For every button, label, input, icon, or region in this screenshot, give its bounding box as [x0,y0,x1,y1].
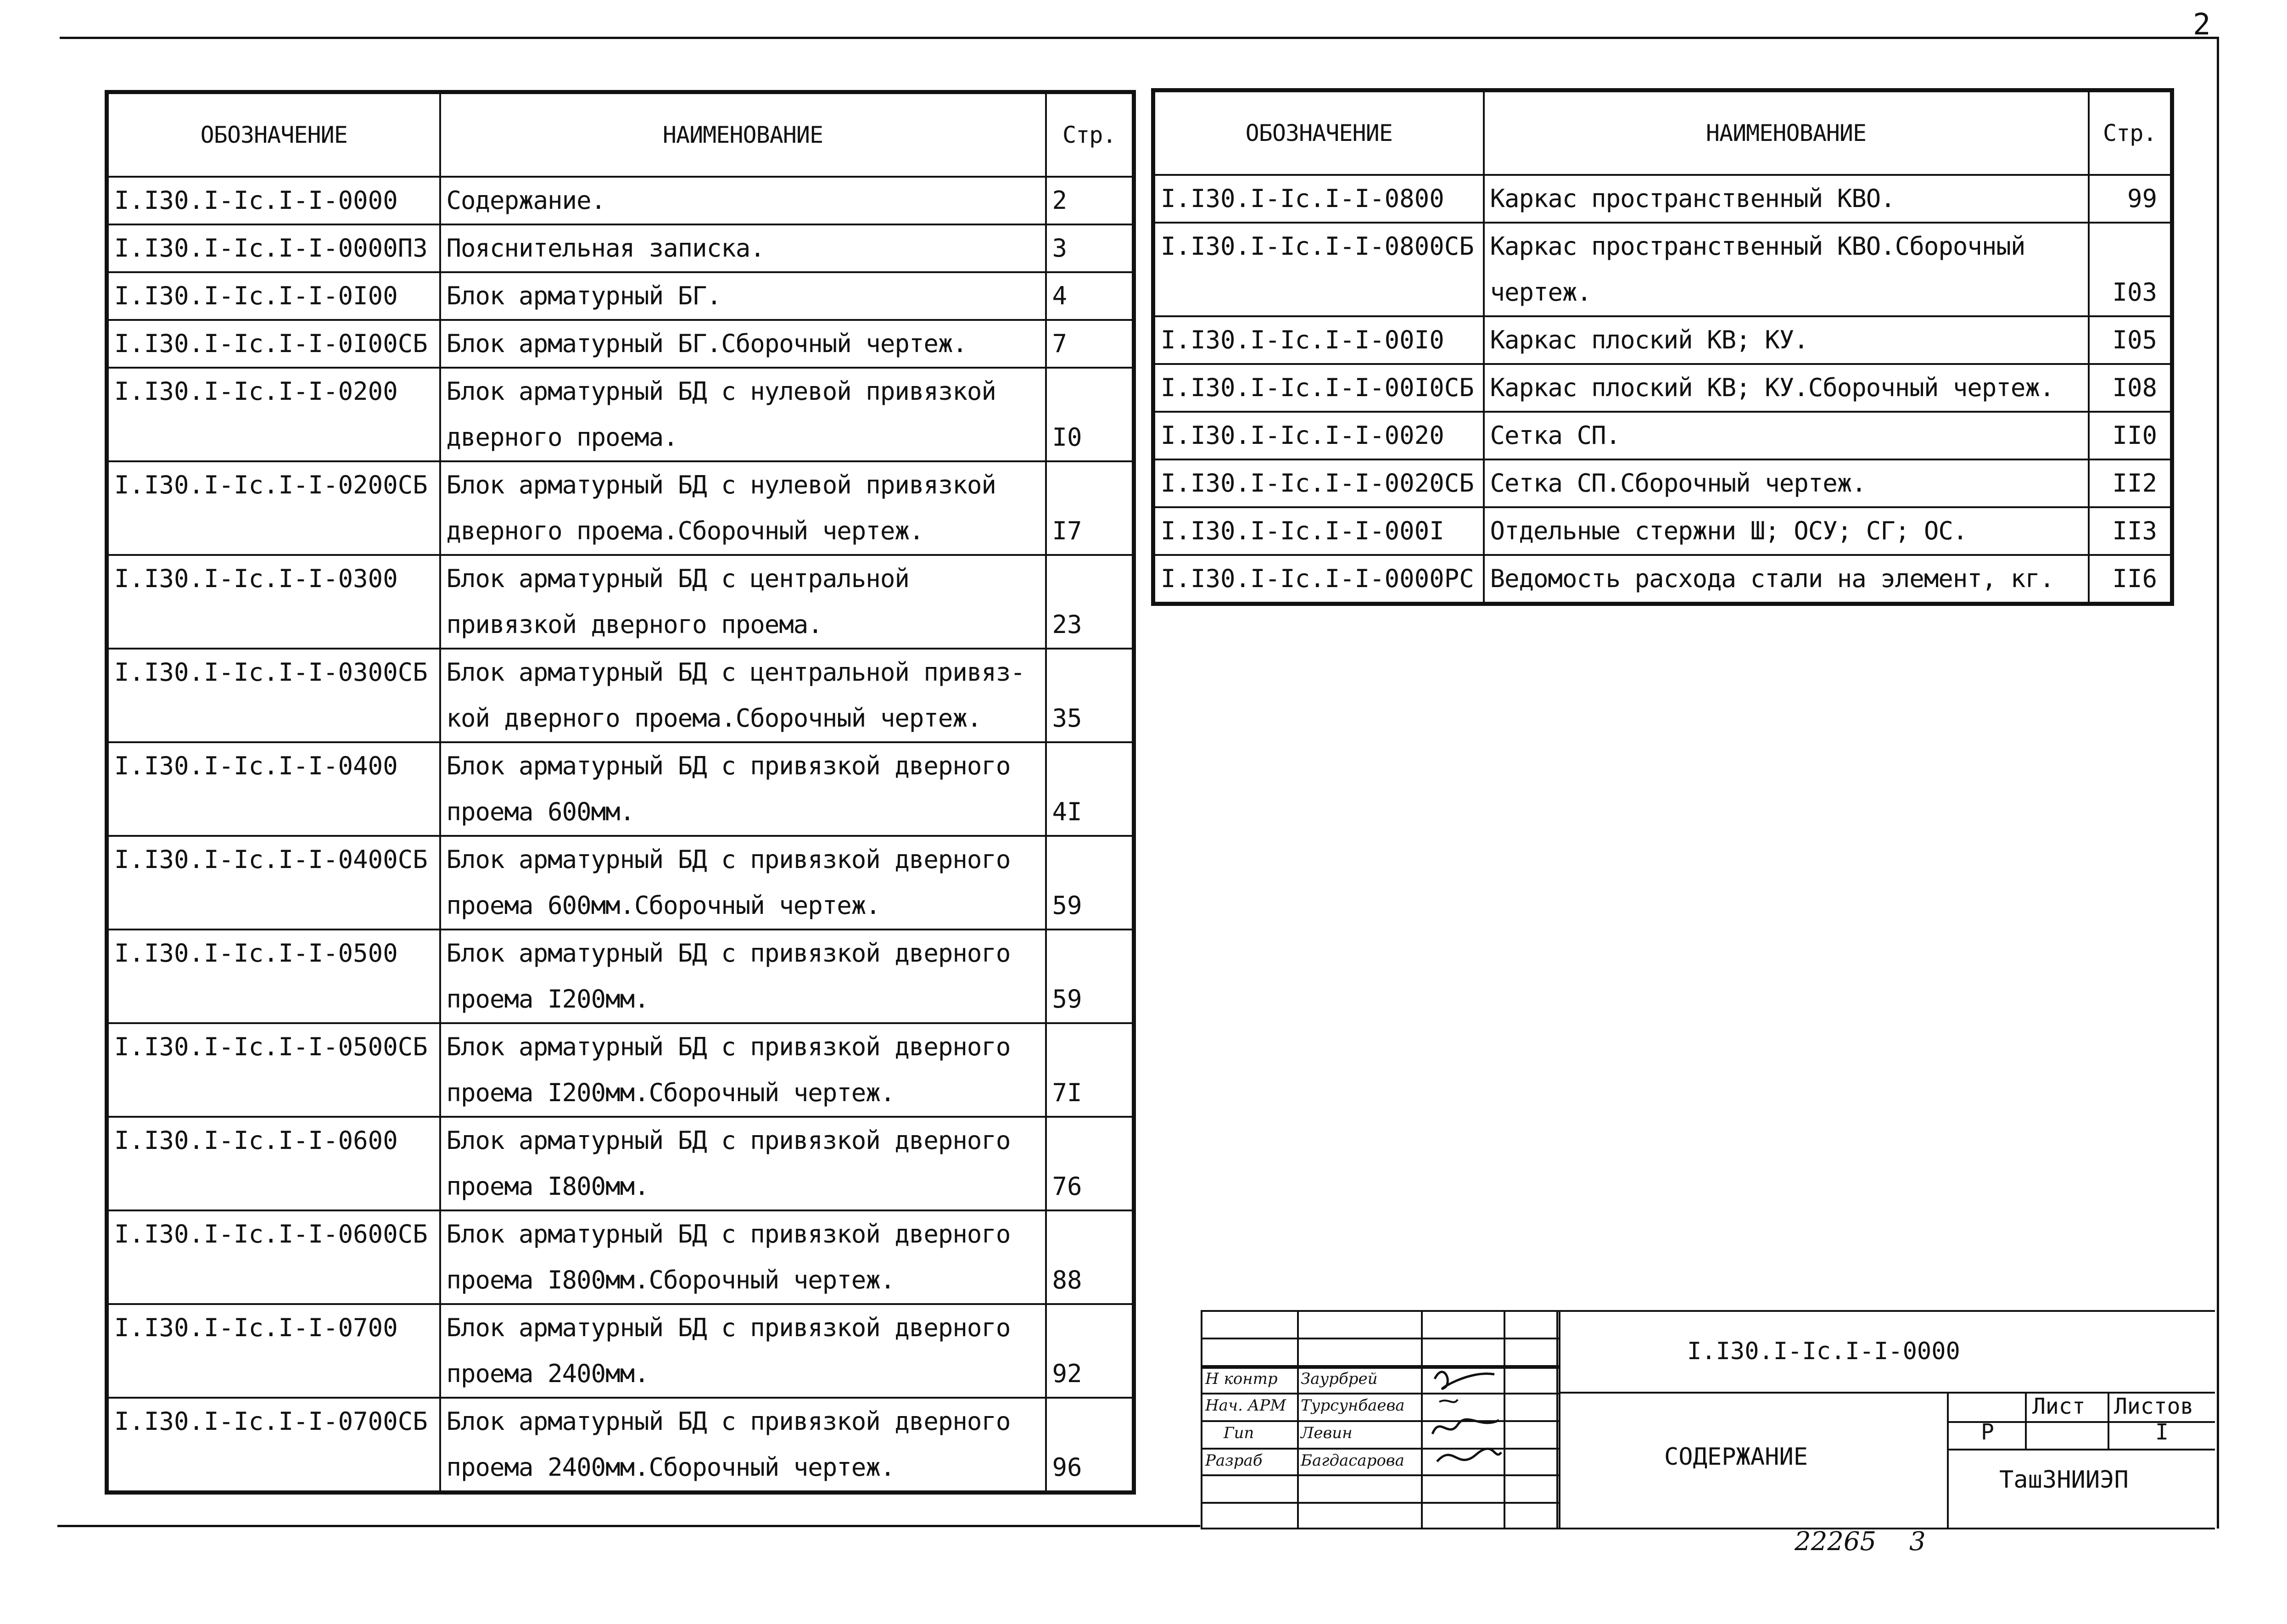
row-page: I03 [2089,223,2172,316]
tb-grid-line [1947,1392,1949,1529]
row-name: Каркас плоский КВ; КУ.Сборочный чертеж. [1484,364,2089,412]
header-code: ОБОЗНАЧЕНИЕ [107,92,440,177]
row-page: 35 [1046,649,1134,742]
tb-grid-line [1201,1474,1559,1476]
row-page: 59 [1046,836,1134,930]
table-row [1153,223,2172,316]
table-row [107,1398,1134,1493]
table-row [1153,412,2172,459]
header-name: НАИМЕНОВАНИЕ [440,92,1046,177]
tb-border [1201,1310,2215,1312]
row-name: Блок арматурный БД с привязкой дверного проема 2400мм.Сборочный чертеж. [440,1398,1046,1493]
row-page: 3 [1046,224,1134,272]
row-page: 88 [1046,1210,1134,1304]
row-name: Блок арматурный БД с привязкой дверного проема I800мм.Сборочный чертеж. [440,1210,1046,1304]
row-name: Блок арматурный БД с привязкой дверного проема I800мм. [440,1117,1046,1210]
table-row [107,368,1134,461]
header-page: Стр. [2089,90,2172,175]
document-code: I.I30.I-Ic.I-I-0000 [1687,1338,1960,1365]
row-name: Блок арматурный БД с центральной привязкой дверного проема. [440,555,1046,649]
row-name: Блок арматурный БД с центральной привяз-кой дверного проема.Сборочный чертеж. [440,649,1046,742]
table-row [1153,316,2172,364]
row-name: Блок арматурный БГ.Сборочный чертеж. [440,320,1046,368]
row-name: Сетка СП.Сборочный чертеж. [1484,459,2089,507]
row-page: 4I [1046,742,1134,836]
row-page: 2 [1046,177,1134,224]
table-row [107,1304,1134,1398]
table-row [107,1210,1134,1304]
row-page: 4 [1046,272,1134,320]
tb-grid-line [1201,1448,1559,1450]
table-row [107,224,1134,272]
row-code: I.I30.I-Ic.I-I-0200 [107,368,440,461]
archive-number: 22265 [1795,1527,1877,1557]
row-page: 76 [1046,1117,1134,1210]
table-row [107,649,1134,742]
signature-name: Турсунбаева [1301,1396,1405,1415]
row-code: I.I30.I-Ic.I-I-0400СБ [107,836,440,930]
signature-name: Багдасарова [1301,1451,1404,1470]
row-code: I.I30.I-Ic.I-I-00I0СБ [1153,364,1484,412]
row-code: I.I30.I-Ic.I-I-0500 [107,930,440,1023]
organization-name: ТашЗНИИЭП [1999,1466,2129,1494]
signature-role: Нач. АРМ [1205,1396,1286,1415]
table-row [1153,364,2172,412]
header-page: Стр. [1046,92,1134,177]
tb-grid-line [1201,1502,1559,1504]
row-page: I7 [1046,461,1134,555]
row-name: Блок арматурный БД с нулевой привязкой дверного проема.Сборочный чертеж. [440,461,1046,555]
table-row [1153,507,2172,555]
row-code: I.I30.I-Ic.I-I-0800СБ [1153,223,1484,316]
row-code: I.I30.I-Ic.I-I-0I00 [107,272,440,320]
row-name: Содержание. [440,177,1046,224]
row-code: I.I30.I-Ic.I-I-0200СБ [107,461,440,555]
row-page: 59 [1046,930,1134,1023]
row-code: I.I30.I-Ic.I-I-00I0 [1153,316,1484,364]
row-page: II2 [2089,459,2172,507]
contents-table-right [1151,88,2174,606]
top-frame-line [60,37,2217,39]
title-block [1201,1310,2215,1529]
header-code: ОБОЗНАЧЕНИЕ [1153,90,1484,175]
row-code: I.I30.I-Ic.I-I-0800 [1153,175,1484,223]
row-page: 7 [1046,320,1134,368]
table-row [1153,459,2172,507]
row-name: Блок арматурный БД с привязкой дверного проема 600мм.Сборочный чертеж. [440,836,1046,930]
table-row [107,1023,1134,1117]
row-name: Блок арматурный БД с нулевой привязкой дверного проема. [440,368,1046,461]
sheets-count: I [2155,1419,2169,1445]
signature-name: Заурбрей [1301,1370,1378,1388]
row-name: Каркас пространственный КВО. [1484,175,2089,223]
sheet-corner-number: 2 [2193,8,2211,42]
tb-grid-line [1421,1310,1423,1529]
tb-grid-line [1201,1528,2215,1529]
row-code: I.I30.I-Ic.I-I-0600 [107,1117,440,1210]
tb-border [1201,1310,1202,1529]
sheets-label: Листов [2114,1394,2194,1419]
row-page: 99 [2089,175,2172,223]
row-page: I0 [1046,368,1134,461]
tb-grid-line [1504,1310,1505,1529]
tb-grid-line [1297,1310,1299,1529]
row-code: I.I30.I-Ic.I-I-0500СБ [107,1023,440,1117]
row-page: I05 [2089,316,2172,364]
table-row [1153,555,2172,604]
table-row [107,320,1134,368]
stage-value: Р [1981,1419,1994,1445]
row-page: 96 [1046,1398,1134,1493]
row-name: Блок арматурный БД с привязкой дверного проема I200мм.Сборочный чертеж. [440,1023,1046,1117]
row-name: Каркас пространственный КВО.Сборочный чертеж. [1484,223,2089,316]
tb-grid-line [1559,1310,1560,1529]
bottom-frame-line [57,1525,1200,1527]
row-code: I.I30.I-Ic.I-I-0700СБ [107,1398,440,1493]
row-code: I.I30.I-Ic.I-I-0300СБ [107,649,440,742]
row-code: I.I30.I-Ic.I-I-000I [1153,507,1484,555]
row-code: I.I30.I-Ic.I-I-0000ПЗ [107,224,440,272]
signature-name: Левин [1301,1424,1353,1442]
table-row [1153,175,2172,223]
row-page: II6 [2089,555,2172,604]
sheet-label: Лист [2032,1394,2086,1419]
table-header-row [107,92,1134,177]
signature-role: Н контр [1205,1370,1278,1388]
table-row [107,272,1134,320]
tb-grid-line [1556,1310,1558,1529]
row-name: Блок арматурный БГ. [440,272,1046,320]
document-title: СОДЕРЖАНИЕ [1664,1443,1808,1471]
row-name: Блок арматурный БД с привязкой дверного проема 600мм. [440,742,1046,836]
contents-table-left [105,90,1136,1495]
row-page: 7I [1046,1023,1134,1117]
row-name: Ведомость расхода стали на элемент, кг. [1484,555,2089,604]
table-row [107,177,1134,224]
tb-grid-line [1201,1420,1559,1422]
signature-role: Гип [1224,1424,1254,1442]
row-name: Сетка СП. [1484,412,2089,459]
row-name: Отдельные стержни Ш; ОСУ; СГ; ОС. [1484,507,2089,555]
tb-grid-line [1947,1449,2215,1450]
tb-grid-line [2108,1392,2109,1449]
tb-grid-line [1201,1367,1559,1369]
table-row [107,742,1134,836]
row-name: Блок арматурный БД с привязкой дверного проема 2400мм. [440,1304,1046,1398]
header-name: НАИМЕНОВАНИЕ [1484,90,2089,175]
table-row [107,930,1134,1023]
row-code: I.I30.I-Ic.I-I-0000РС [1153,555,1484,604]
signature-role: Разраб [1205,1451,1263,1470]
row-code: I.I30.I-Ic.I-I-0300 [107,555,440,649]
row-page: I08 [2089,364,2172,412]
row-code: I.I30.I-Ic.I-I-0I00СБ [107,320,440,368]
row-code: I.I30.I-Ic.I-I-0020СБ [1153,459,1484,507]
tb-grid-line [2025,1392,2027,1449]
table-row [107,836,1134,930]
table-row [107,1117,1134,1210]
row-name: Пояснительная записка. [440,224,1046,272]
row-code: I.I30.I-Ic.I-I-0020 [1153,412,1484,459]
row-page: 23 [1046,555,1134,649]
row-page: II3 [2089,507,2172,555]
table-row [107,555,1134,649]
archive-sheet: 3 [1909,1527,1926,1557]
row-name: Каркас плоский КВ; КУ. [1484,316,2089,364]
table-header-row [1153,90,2172,175]
handwritten-signatures [1426,1356,1504,1480]
row-name: Блок арматурный БД с привязкой дверного проема I200мм. [440,930,1046,1023]
row-code: I.I30.I-Ic.I-I-0600СБ [107,1210,440,1304]
row-code: I.I30.I-Ic.I-I-0400 [107,742,440,836]
row-page: 92 [1046,1304,1134,1398]
tb-grid-line [1201,1338,1559,1339]
tb-grid-line [1201,1393,1559,1394]
right-frame-line [2217,37,2219,1529]
table-row [107,461,1134,555]
row-page: II0 [2089,412,2172,459]
row-code: I.I30.I-Ic.I-I-0000 [107,177,440,224]
row-code: I.I30.I-Ic.I-I-0700 [107,1304,440,1398]
